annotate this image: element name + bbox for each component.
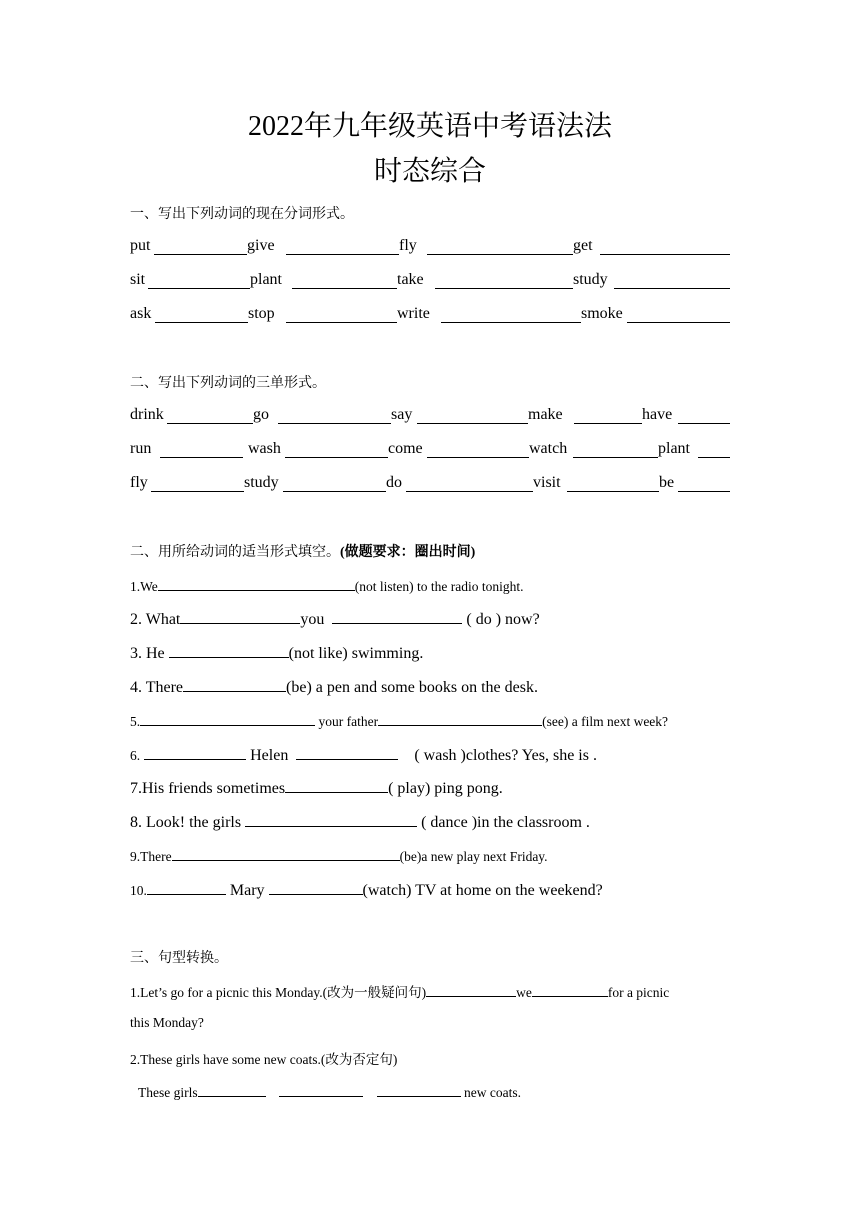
- answer-blank[interactable]: [377, 1082, 461, 1097]
- q4-prefix: 4. There: [130, 679, 184, 696]
- q10-suffix: (watch) TV at home on the weekend?: [362, 882, 603, 899]
- word: be: [659, 474, 675, 491]
- page-title: 2022年九年级英语中考语法法: [247, 111, 612, 142]
- blank[interactable]: [627, 305, 730, 323]
- word: do: [386, 474, 402, 491]
- blank[interactable]: [151, 474, 244, 492]
- q3-prefix: 3. He: [130, 645, 165, 662]
- answer-blank[interactable]: [158, 576, 355, 591]
- word: come: [388, 440, 423, 457]
- q3-suffix: (not like) swimming.: [288, 645, 424, 662]
- page-subtitle: 时态综合: [373, 156, 486, 187]
- word: have: [642, 406, 673, 423]
- blank[interactable]: [292, 271, 397, 289]
- q8-prefix: 8. Look! the girls: [130, 814, 242, 831]
- blank[interactable]: [286, 305, 397, 323]
- blank[interactable]: [286, 237, 399, 255]
- blank[interactable]: [167, 406, 253, 424]
- question-6: [130, 745, 597, 765]
- t2-suffix: new coats.: [464, 1085, 521, 1100]
- answer-blank[interactable]: [183, 677, 286, 692]
- answer-blank[interactable]: [140, 711, 315, 726]
- q5-prefix: 5.: [130, 714, 141, 729]
- word: visit: [533, 474, 561, 491]
- answer-blank[interactable]: [180, 609, 300, 624]
- t1-prefix: 1.Let’s go for a picnic this Monday.(改为一般疑问句): [130, 985, 427, 1000]
- blank[interactable]: [427, 440, 529, 458]
- section3-heading-bold: (做题要求：圈出时间): [340, 545, 476, 560]
- section4-heading: 三、句型转换。: [130, 951, 228, 966]
- t1-suffix: for a picnic: [607, 985, 670, 1000]
- word: plant: [658, 440, 690, 457]
- blank[interactable]: [155, 305, 248, 323]
- blank[interactable]: [678, 474, 730, 492]
- blank[interactable]: [441, 305, 581, 323]
- blank[interactable]: [154, 237, 247, 255]
- answer-blank[interactable]: [269, 880, 363, 895]
- word: smoke: [581, 305, 623, 322]
- blank[interactable]: [435, 271, 573, 289]
- word: get: [573, 237, 593, 254]
- q6-prefix: 6.: [130, 748, 141, 763]
- blank[interactable]: [417, 406, 528, 424]
- q7-prefix: 7.His friends sometimes: [130, 780, 286, 797]
- q5-suffix: (see) a film next week?: [542, 714, 669, 729]
- blank[interactable]: [678, 406, 730, 424]
- word: stop: [248, 305, 275, 322]
- answer-blank[interactable]: [285, 778, 388, 793]
- blank[interactable]: [148, 271, 250, 289]
- q10-middle: Mary: [229, 882, 265, 899]
- word: take: [397, 271, 424, 288]
- blank[interactable]: [285, 440, 388, 458]
- answer-blank[interactable]: [426, 982, 516, 997]
- question-3: [130, 643, 423, 663]
- blank[interactable]: [614, 271, 730, 289]
- word: put: [130, 237, 151, 254]
- word: make: [528, 406, 563, 423]
- q9-suffix: (be)a new play next Friday.: [399, 849, 548, 864]
- word: give: [247, 237, 275, 254]
- t2-prefix: These girls: [138, 1085, 198, 1100]
- q4-suffix: (be) a pen and some books on the desk.: [286, 679, 538, 696]
- question-8: [130, 812, 590, 832]
- word: write: [397, 305, 430, 322]
- answer-blank[interactable]: [532, 982, 608, 997]
- q7-suffix: ( play) ping pong.: [388, 780, 503, 797]
- word: watch: [529, 440, 568, 457]
- q5-middle: your father: [318, 714, 379, 729]
- blank[interactable]: [600, 237, 730, 255]
- transform-question-1-cont: this Monday?: [130, 1015, 204, 1030]
- question-5: [130, 711, 668, 730]
- answer-blank[interactable]: [378, 711, 542, 726]
- answer-blank[interactable]: [147, 880, 226, 895]
- q1-prefix: 1.We: [130, 579, 158, 594]
- word: fly: [399, 237, 417, 254]
- q10-prefix: 10.: [130, 883, 147, 898]
- question-10: [130, 880, 603, 900]
- blank[interactable]: [567, 474, 659, 492]
- blank[interactable]: [406, 474, 533, 492]
- answer-blank[interactable]: [332, 609, 462, 624]
- section3-heading-text: 二、用所给动词的适当形式填空。: [130, 545, 340, 560]
- q1-suffix: (not listen) to the radio tonight.: [354, 579, 524, 594]
- word: drink: [130, 406, 164, 423]
- answer-blank[interactable]: [172, 846, 400, 861]
- word: ask: [130, 305, 152, 322]
- answer-blank[interactable]: [144, 745, 246, 760]
- transform-question-1: [130, 981, 669, 1001]
- question-7: [130, 778, 503, 798]
- transform-question-2-answer: [138, 1082, 521, 1101]
- question-1: [130, 576, 524, 595]
- q8-suffix: ( dance )in the classroom .: [421, 814, 590, 831]
- word: go: [253, 406, 269, 423]
- answer-blank[interactable]: [279, 1082, 363, 1097]
- word: run: [130, 440, 152, 457]
- q2-middle: you: [300, 611, 325, 628]
- blank[interactable]: [278, 406, 391, 424]
- word: wash: [248, 440, 281, 457]
- q9-prefix: 9.There: [130, 849, 172, 864]
- blank[interactable]: [574, 406, 642, 424]
- t1-middle: we: [516, 985, 532, 1000]
- answer-blank[interactable]: [245, 812, 417, 827]
- question-2: [130, 609, 540, 629]
- word: sit: [130, 271, 146, 288]
- blank[interactable]: [283, 474, 386, 492]
- section3-heading: [130, 541, 475, 561]
- section2-heading: 二、写出下列动词的三单形式。: [130, 376, 326, 391]
- q2-prefix: 2. What: [130, 611, 181, 628]
- section1-heading: 一、写出下列动词的现在分词形式。: [130, 207, 354, 222]
- word: say: [391, 406, 413, 423]
- blank[interactable]: [427, 237, 573, 255]
- word: study: [573, 271, 608, 288]
- question-9: [130, 846, 548, 865]
- answer-blank[interactable]: [296, 745, 398, 760]
- transform-question-2: 2.These girls have some new coats.(改为否定句): [130, 1052, 398, 1067]
- question-4: [130, 677, 538, 697]
- word: fly: [130, 474, 148, 491]
- blank[interactable]: [573, 440, 658, 458]
- answer-blank[interactable]: [198, 1082, 266, 1097]
- q6-middle: Helen: [250, 747, 289, 764]
- blank[interactable]: [698, 440, 730, 458]
- q6-suffix: ( wash )clothes? Yes, she is .: [414, 747, 597, 764]
- answer-blank[interactable]: [169, 643, 289, 658]
- word: study: [244, 474, 279, 491]
- q2-suffix: ( do ) now?: [466, 611, 540, 628]
- blank[interactable]: [160, 440, 243, 458]
- word: plant: [250, 271, 282, 288]
